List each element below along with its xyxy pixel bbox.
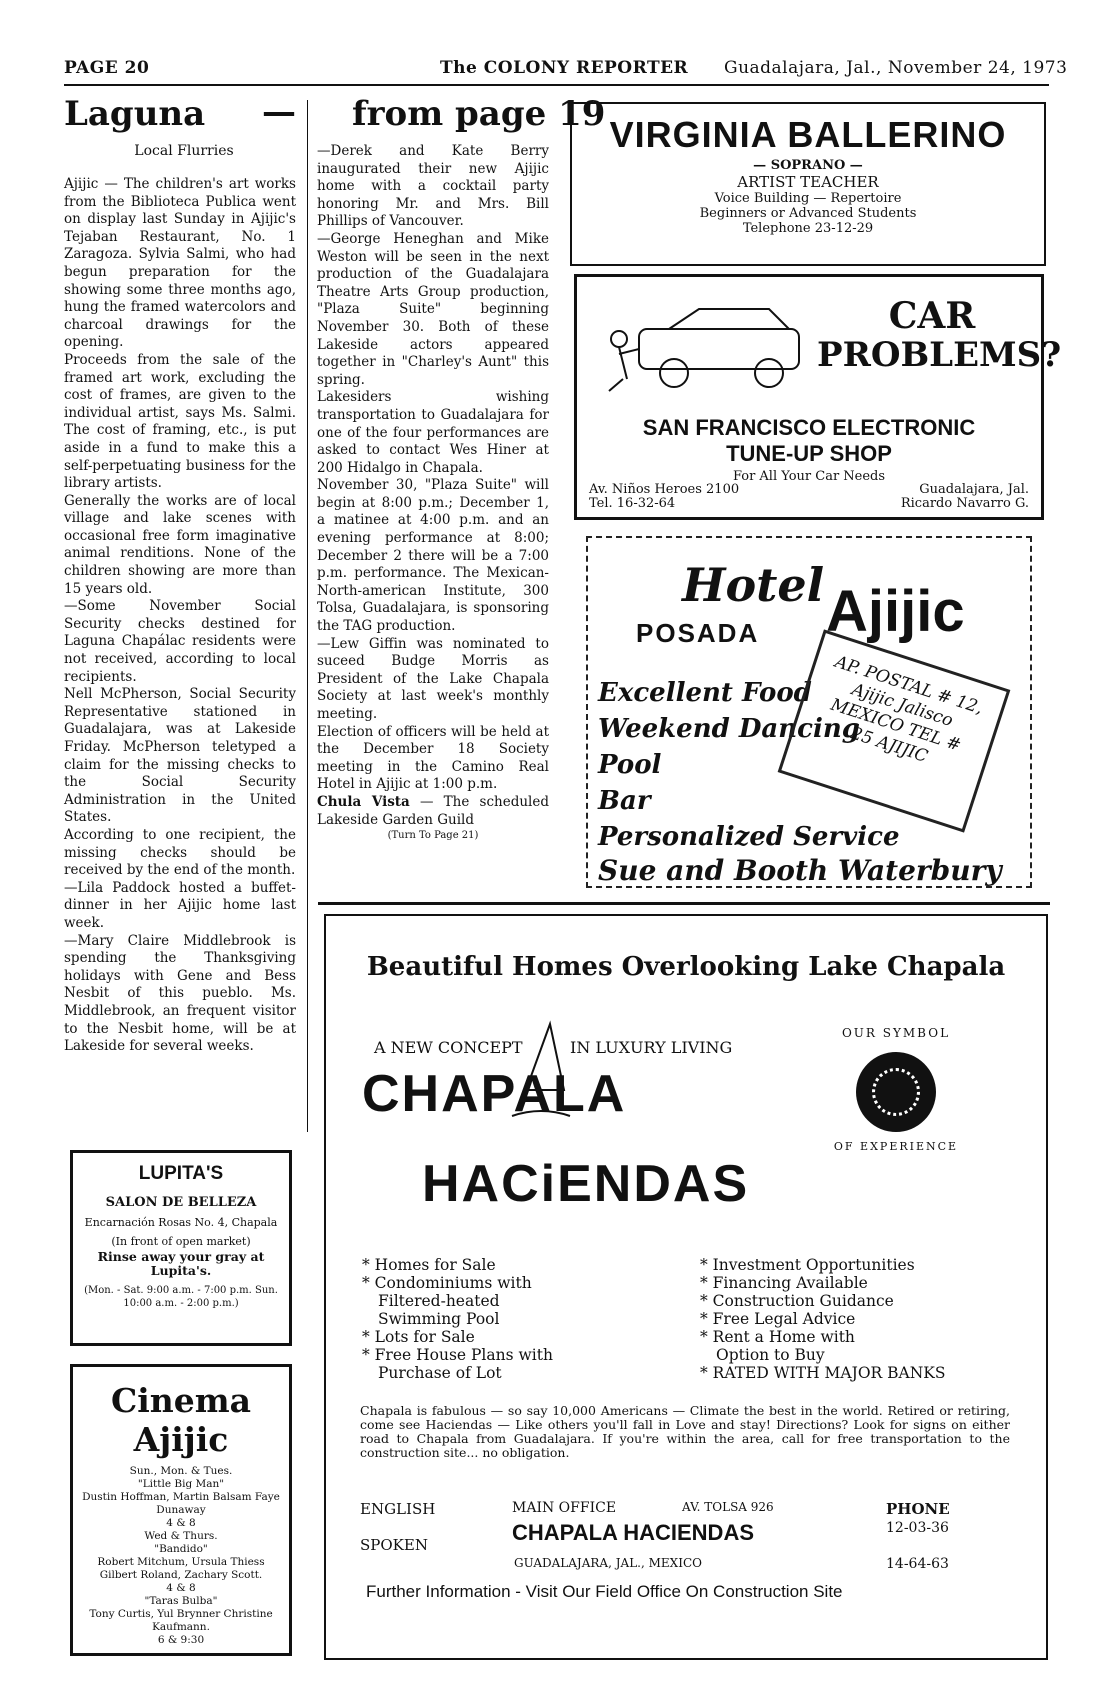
ad-headline: Beautiful Homes Overlooking Lake Chapala (366, 952, 1006, 982)
paragraph: Proceeds from the sale of the framed art work, excluding the cost of frames, are given to the individual artist, says Ms. Salmi. The cost of framing, etc., is put aside in a fund to make this a self-perpetuating business for the library artists. (64, 351, 296, 492)
article-column-2 (317, 143, 549, 842)
salon-location: (In front of open market) (111, 1235, 251, 1248)
ad-title: VIRGINIA BALLERINO (609, 114, 1007, 155)
film-times: 4 & 8 (166, 1517, 196, 1529)
film-times: 4 & 8 (166, 1582, 196, 1594)
ad-blurb: Chapala is fabulous — so say 10,000 Americans — Climate the best in the world. Retired or retiring, come see Haciendas — Like others you'll fall in Love and stay! Directions? Look for signs on either road to Chapala from Guadalajara. If you're within the area, call for free transportation to the construction site... no obligation. (360, 1403, 1010, 1460)
ad-cinema (70, 1364, 292, 1656)
paper-name: The COLONY REPORTER (440, 58, 689, 78)
salon-hours: (Mon. - Sat. 9:00 a.m. - 7:00 p.m. Sun. 10:00 a.m. - 2:00 p.m.) (84, 1285, 278, 1309)
bullet-item: Option to Buy (716, 1346, 825, 1364)
hotel-word: Hotel (682, 558, 825, 612)
shop-phone: Tel. 16-32-64 (589, 496, 676, 511)
hotel-owners: Sue and Booth Waterbury (598, 854, 1002, 887)
salon-address: Encarnación Rosas No. 4, Chapala (84, 1216, 278, 1229)
paragraph: Nell McPherson, Social Security Representative stationed in Guadalajara, was at Lakeside Friday. McPherson teletyped a claim for the missing checks to the Social Security Administration in the United States. (64, 686, 296, 826)
article-title: Laguna (64, 94, 206, 134)
ad-ballerino (570, 102, 1046, 266)
paragraph: Lakesiders wishing transportation to Guadalajara for one of the four performances are asked to contact Wes Hiner at 200 Hidalgo in Chapala. (317, 389, 549, 476)
main-office-label: MAIN OFFICE (512, 1500, 617, 1516)
paragraph: —Lew Giffin was nominated to suceed Budge Morris as President of the Lake Chapala Society at last week's monthly meeting. (317, 635, 549, 722)
posada-word: POSADA (636, 618, 760, 648)
header-rule (64, 84, 1049, 86)
company-name: CHAPALA HACIENDAS (512, 1520, 754, 1545)
ad-lupitas (70, 1150, 292, 1346)
ad-top-rule (318, 902, 1050, 905)
paragraph: Ajijic — The children's art works from the Biblioteca Publica went on display last Sunday in Ajijic's Tejaban Restaurant, No. 1 Zaragoza. Sylvia Salmi, who had begun preparation for the showing some three months ago, hung the framed watercolors and charcoal drawings for the opening. (64, 176, 296, 351)
company-city: GUADALAJARA, JAL., MEXICO (514, 1556, 702, 1570)
bullet-item: * Homes for Sale (362, 1256, 496, 1274)
ad-chapala-haciendas (324, 914, 1048, 1660)
office-address: AV. TOLSA 926 (682, 1500, 774, 1514)
ad-line: Beginners or Advanced Students (699, 206, 917, 221)
logo-chapala: CHAPALA (362, 1065, 627, 1123)
cinema-name: Cinema Ajijic (110, 1381, 252, 1459)
ad-line: Telephone 23-12-29 (742, 221, 874, 236)
paragraph: —Some November Social Security checks destined for Laguna Chapálac residents were not received, according to local recipients. (64, 598, 296, 685)
paragraph: —Derek and Kate Berry inaugurated their new Ajijic home with a cocktail party honoring Mr. and Mrs. Bill Phillips of Vancouver. (317, 143, 549, 230)
film-title: "Little Big Man" (137, 1478, 225, 1490)
ad-hotel-posada (586, 536, 1032, 888)
salon-sub: SALON DE BELLEZA (105, 1195, 257, 1210)
ad-role-2: ARTIST TEACHER (737, 173, 879, 191)
turn-to-page: (Turn To Page 21) (387, 830, 479, 842)
seal-emblem (820, 1018, 972, 1170)
ad-car-problems (574, 274, 1062, 520)
shop-name: SAN FRANCISCO ELECTRONIC (642, 415, 976, 440)
hotel-feature: Bar (598, 786, 651, 816)
film-times: 6 & 9:30 (157, 1634, 205, 1646)
paragraph: —Lila Paddock hosted a buffet-dinner in her Ajijic home last week. (64, 879, 296, 931)
hotel-feature: Weekend Dancing (598, 714, 860, 744)
bullet-item: * Free Legal Advice (700, 1310, 856, 1328)
car-illustration (599, 299, 825, 395)
phone-number: 14-64-63 (886, 1556, 949, 1572)
phone-number: 12-03-36 (886, 1520, 949, 1536)
paragraph: November 30, "Plaza Suite" will begin at 8:00 p.m.; December 1, a matinee at 4:00 p.m. and an evening performance at 8:00; December 2 there will be a 7:00 p.m. performance. The Mexican-North-american Institute, 300 Tolsa, Guadalajara, is sponsoring the TAG production. (317, 477, 549, 635)
hotel-feature: Excellent Food (598, 678, 812, 708)
film-cast: Robert Mitchum, Ursula Thiess Gilbert Roland, Zachary Scott. (97, 1556, 265, 1581)
paragraph: Generally the works are of local village and lake scenes with occasional free form imaginative animal renditions. None of the children showing are more than 15 years old. (64, 492, 296, 597)
english-label: ENGLISH (360, 1500, 436, 1518)
ad-line: Voice Building — Repertoire (714, 191, 902, 206)
paragraph-lead: Chula Vista (317, 793, 410, 810)
shop-address: Av. Niños Heroes 2100 (589, 482, 740, 497)
bullet-item: Filtered-heated (378, 1292, 500, 1310)
shop-name: TUNE-UP SHOP (726, 441, 892, 466)
ad-heading: PROBLEMS? (817, 335, 1062, 375)
dateline: Guadalajara, Jal., November 24, 1973 (724, 58, 1068, 78)
showtime-days: Wed & Thurs. (144, 1530, 218, 1542)
shop-owner: Ricardo Navarro G. (900, 496, 1029, 511)
seal-top-text: OUR SYMBOL (841, 1026, 951, 1040)
page-number: PAGE 20 (64, 58, 150, 78)
bullet-item: * Construction Guidance (700, 1292, 894, 1310)
paragraph (317, 794, 549, 829)
bullet-item: * Rent a Home with (700, 1328, 855, 1346)
hotel-feature: Pool (598, 750, 662, 780)
logo-haciendas: HACiENDAS (422, 1155, 750, 1213)
paragraph-text: — The scheduled Lakeside Garden Guild (317, 793, 549, 828)
paragraph: Election of officers will be held at the December 18 Society meeting in the Camino Real Hotel in Ajijic at 1:00 p.m. (317, 723, 549, 793)
bullet-item: Purchase of Lot (378, 1364, 502, 1382)
title-dash: — (262, 92, 296, 132)
further-info: Further Information - Visit Our Field Office On Construction Site (366, 1582, 843, 1601)
paragraph: According to one recipient, the missing checks should be received by the end of the month. (64, 826, 296, 879)
article-continued: from page 19 (352, 94, 606, 134)
postal-card: AP. POSTAL # 12, Ajijic Jalisco MEXICO TEL # 25 AJIJIC (778, 629, 1011, 832)
paragraph: —Mary Claire Middlebrook is spending the Thanksgiving holidays with Gene and Bess Nesbit of this pueblo. Ms. Middlebrook, an frequent visitor to the Nesbit home, will be at Lakeside for several weeks. (64, 932, 296, 1055)
paragraph: —George Heneghan and Mike Weston will be seen in the next production of the Guadalajara Theatre Arts Group production, "Plaza Suite" beginning November 30. Both of these Lakeside actors appeared together in "Charley's Aunt" this spring. (317, 230, 549, 388)
ajijic-word: Ajijic (826, 579, 965, 644)
shop-city: Guadalajara, Jal. (919, 482, 1029, 497)
shop-tagline: For All Your Car Needs (732, 469, 886, 484)
film-title: "Bandido" (154, 1543, 208, 1555)
column-divider (307, 100, 308, 1132)
film-cast: Dustin Hoffman, Martin Balsam Faye Dunaway (82, 1491, 280, 1516)
right-bullets (700, 1256, 945, 1382)
seal-bottom-text: OF EXPERIENCE (833, 1140, 959, 1153)
showtime-days: Sun., Mon. & Tues. (129, 1465, 233, 1477)
ad-heading: CAR (888, 295, 976, 337)
film-cast: Tony Curtis, Yul Brynner Christine Kaufmann. (89, 1608, 273, 1633)
seal-ring (872, 1068, 920, 1116)
concept-right: IN LUXURY LIVING (570, 1038, 733, 1057)
bullet-item: Swimming Pool (378, 1310, 500, 1328)
left-bullets (362, 1256, 553, 1382)
salon-name: LUPITA'S (138, 1163, 224, 1184)
film-title: "Taras Bulba" (144, 1595, 218, 1607)
bullet-item: * Lots for Sale (362, 1328, 475, 1346)
phone-label: PHONE (886, 1500, 950, 1518)
bullet-item: * Financing Available (700, 1274, 868, 1292)
concept-left: A NEW CONCEPT (374, 1038, 523, 1057)
bullet-item: * Free House Plans with (362, 1346, 553, 1364)
salon-slogan: Rinse away your gray at Lupita's. (97, 1249, 265, 1278)
article-subhead: Local Flurries (134, 143, 234, 159)
article-column-1 (64, 176, 296, 1056)
bullet-item: * Investment Opportunities (700, 1256, 915, 1274)
bullet-item: * RATED WITH MAJOR BANKS (700, 1364, 946, 1382)
bullet-item: * Condominiums with (362, 1274, 532, 1292)
ad-role: — SOPRANO — (753, 158, 863, 173)
hotel-feature: Personalized Service (598, 822, 900, 852)
spoken-label: SPOKEN (360, 1536, 428, 1554)
